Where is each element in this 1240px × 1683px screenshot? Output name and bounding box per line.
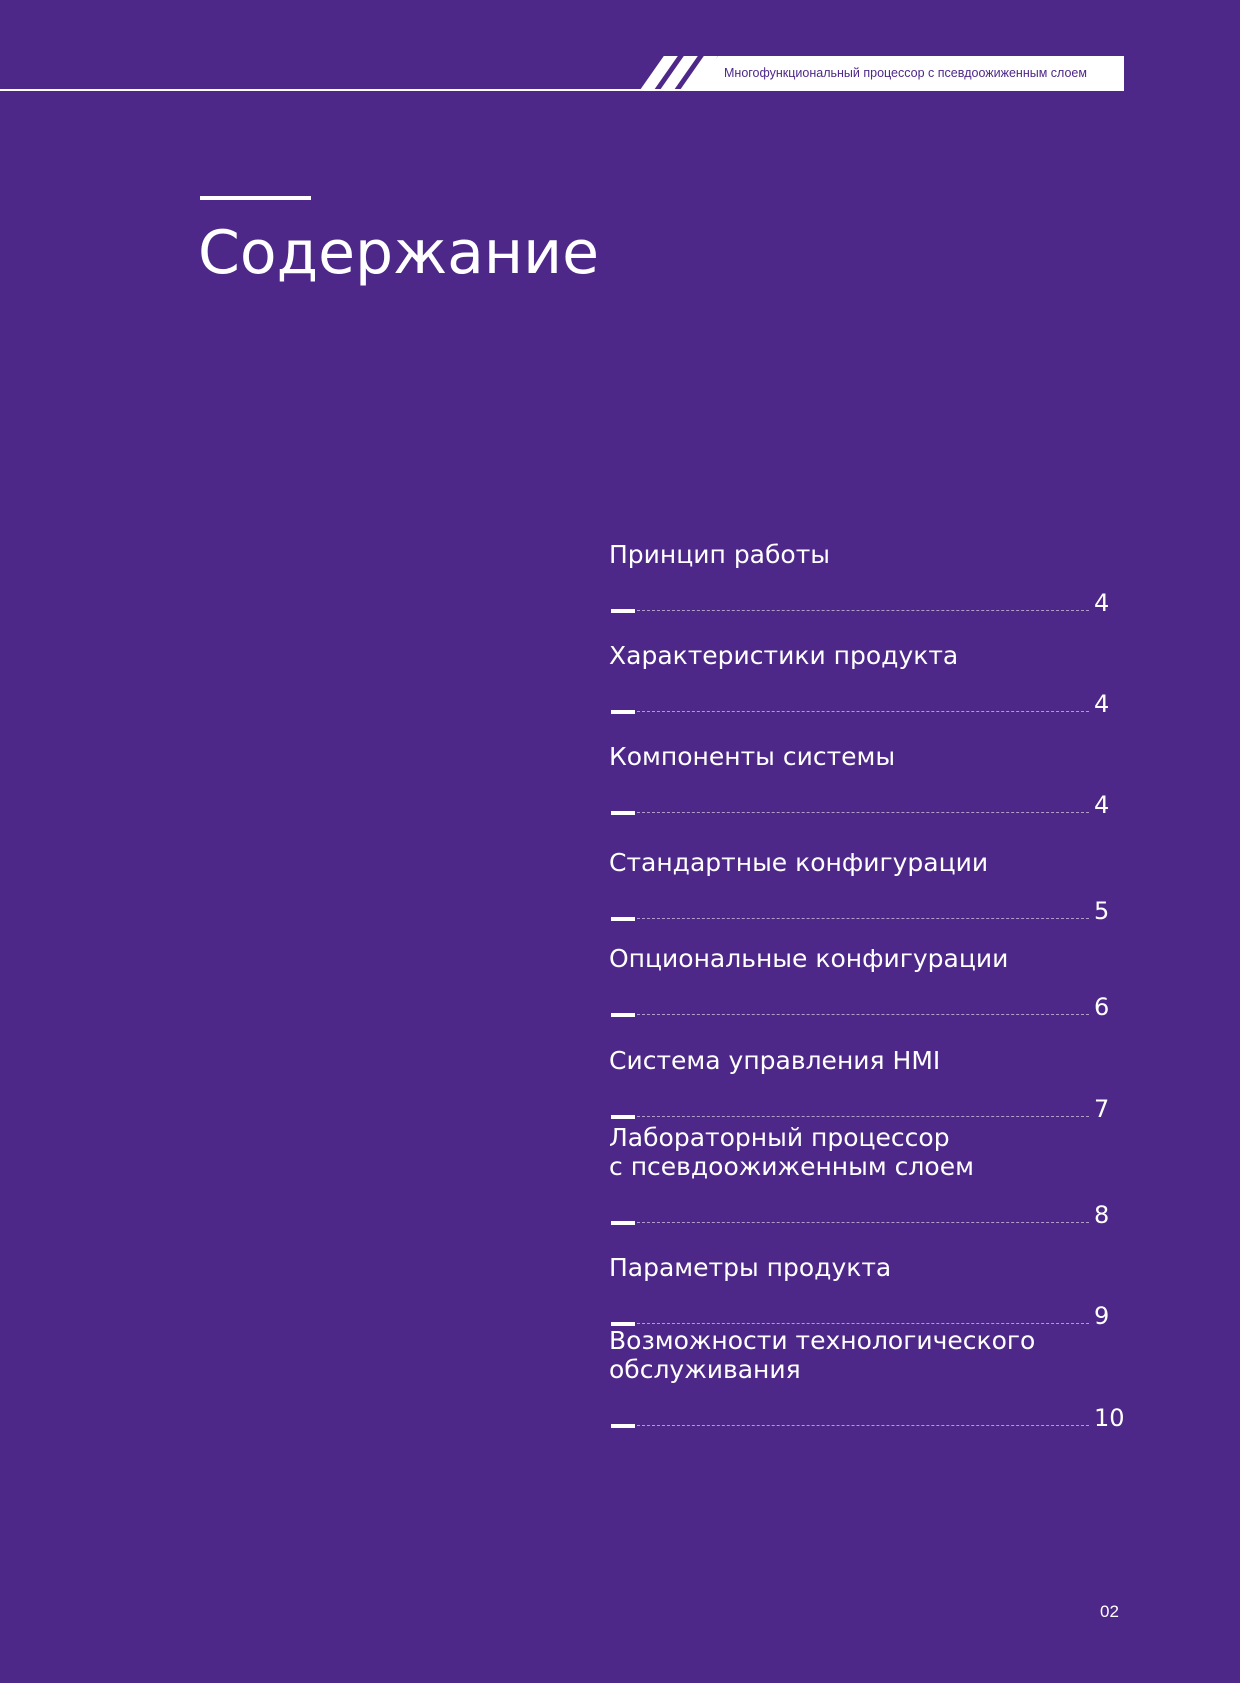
- toc-item-page: 5: [1094, 897, 1110, 925]
- toc-item-label: Лабораторный процессор с псевдоожиженным слоем: [609, 1123, 974, 1181]
- toc-item-label: Параметры продукта: [609, 1253, 892, 1282]
- toc-item-label: Система управления HMI: [609, 1046, 941, 1075]
- toc-item-marker: [611, 1221, 635, 1225]
- toc-item-label: Стандартные конфигурации: [609, 848, 989, 877]
- toc-item-page: 6: [1094, 993, 1110, 1021]
- toc-item-leader: [637, 711, 1089, 712]
- toc-item-leader: [637, 1222, 1089, 1223]
- page-number: 02: [1100, 1602, 1119, 1621]
- toc-item-label: Компоненты системы: [609, 742, 896, 771]
- toc-item-page: 4: [1094, 690, 1110, 718]
- toc-item-marker: [611, 710, 635, 714]
- toc-item-page: 7: [1094, 1095, 1110, 1123]
- toc-item-marker: [611, 1115, 635, 1119]
- toc-item-page: 10: [1094, 1404, 1125, 1432]
- toc-item-leader: [637, 1323, 1089, 1324]
- toc-item-leader: [637, 1116, 1089, 1117]
- toc-item-label: Возможности технологического обслуживания: [609, 1326, 1036, 1384]
- toc-item-marker: [611, 609, 635, 613]
- toc-item-marker: [611, 1013, 635, 1017]
- toc-item-marker: [611, 917, 635, 921]
- toc-item-leader: [637, 918, 1089, 919]
- toc-item-page: 9: [1094, 1302, 1110, 1330]
- toc-item-leader: [637, 1425, 1089, 1426]
- toc-item-label: Принцип работы: [609, 540, 831, 569]
- toc-item-label: Характеристики продукта: [609, 641, 959, 670]
- page-title: Содержание: [198, 218, 600, 288]
- toc-item-page: 4: [1094, 791, 1110, 819]
- header-title: Многофункциональный процессор с псевдоожиженным слоем: [724, 66, 1087, 80]
- toc-item-marker: [611, 1424, 635, 1428]
- toc-item-label: Опциональные конфигурации: [609, 944, 1009, 973]
- toc-item-page: 4: [1094, 589, 1110, 617]
- toc-item-leader: [637, 812, 1089, 813]
- toc-item-page: 8: [1094, 1201, 1110, 1229]
- toc-item-leader: [637, 610, 1089, 611]
- toc-item-leader: [637, 1014, 1089, 1015]
- toc-item-marker: [611, 811, 635, 815]
- title-rule: [200, 196, 311, 200]
